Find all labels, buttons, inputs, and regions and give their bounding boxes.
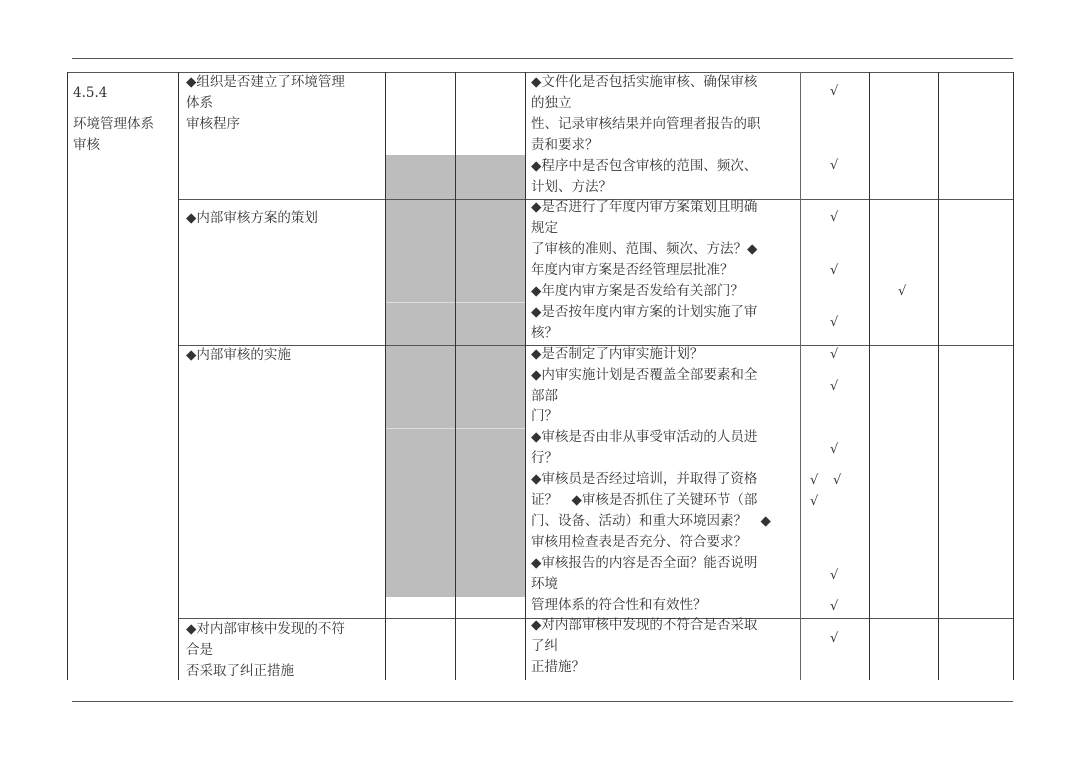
check-item-text: ◆是否制定了内审实施计划？ — [531, 345, 704, 362]
check-item-text: 行？ — [531, 450, 558, 467]
col-divider — [800, 72, 801, 680]
check-mark: √ — [830, 158, 839, 173]
item-text: ◆内部审核方案的策划 — [186, 210, 318, 226]
item-text: 否采取了纠正措施 — [186, 663, 294, 679]
check-item-text: 责和要求？ — [531, 136, 599, 153]
item-text: ◆组织是否建立了环境管理 — [186, 74, 345, 90]
check-mark: √ — [833, 473, 842, 488]
check-item-text: 规定 — [531, 220, 558, 237]
check-item-text: ◆是否按年度内审方案的计划实施了审 — [531, 303, 758, 320]
check-item-text: 审核用检查表是否充分、符合要求？ — [531, 533, 747, 550]
check-item-text: 的独立 — [531, 94, 572, 111]
clause-title: 环境管理体系 — [73, 116, 154, 132]
check-item-text: ◆文件化是否包括实施审核、确保审核 — [531, 74, 758, 90]
col-divider — [385, 72, 386, 680]
check-item-text: 性、记录审核结果并向管理者报告的职 — [531, 115, 761, 132]
check-mark: √ — [830, 347, 839, 362]
check-mark: √ — [830, 442, 839, 457]
check-item-text: 管理体系的符合性和有效性？ — [531, 596, 707, 613]
check-mark: √ — [830, 379, 839, 394]
check-item-text: 了纠 — [531, 638, 558, 655]
item-text: ◆内部审核的实施 — [186, 347, 291, 363]
check-mark: √ — [830, 631, 839, 646]
check-mark: √ — [830, 315, 839, 330]
clause-number: 4.5.4 — [73, 85, 108, 101]
col-divider — [455, 72, 456, 680]
check-mark: √ — [830, 84, 839, 99]
check-item-text: 门？ — [531, 408, 558, 425]
check-item-text: ◆审核报告的内容是否全面？能否说明 — [531, 554, 758, 571]
check-mark: √ — [810, 494, 819, 509]
footer-rule — [72, 701, 1013, 702]
check-mark: √ — [830, 210, 839, 225]
check-item-text: ◆审核员是否经过培训，并取得了资格 — [531, 471, 758, 488]
col-divider — [178, 72, 179, 680]
item-text: 审核程序 — [186, 116, 240, 132]
check-mark: √ — [810, 473, 819, 488]
check-item-text: 部部 — [531, 387, 558, 404]
item-text: ◆对内部审核中发现的不符 — [186, 621, 345, 637]
check-item-text: 核？ — [531, 324, 558, 341]
item-text: 合是 — [186, 642, 213, 658]
check-mark: √ — [898, 284, 907, 299]
clause-title: 审核 — [73, 137, 100, 153]
item-text: 体系 — [186, 95, 213, 111]
col-divider — [67, 72, 68, 680]
check-mark: √ — [830, 263, 839, 278]
check-item-text: 了审核的准则、范围、频次、方法？◆ — [531, 241, 758, 258]
check-mark: √ — [830, 599, 839, 614]
col-divider — [869, 72, 870, 680]
check-item-text: 计划、方法？ — [531, 178, 612, 195]
check-item-text: ◆对内部审核中发现的不符合是否采取 — [531, 617, 758, 634]
check-item-text: ◆年度内审方案是否发给有关部门？ — [531, 283, 744, 299]
check-item-text: ◆审核是否由非从事受审活动的人员进 — [531, 429, 758, 446]
col-divider — [525, 72, 526, 680]
check-item-text: 环境 — [531, 575, 558, 592]
col-divider — [1013, 72, 1014, 680]
check-item-text: ◆是否进行了年度内审方案策划且明确 — [531, 199, 758, 216]
check-item-text: 年度内审方案是否经管理层批准？ — [531, 262, 734, 279]
check-item-text: ◆内审实施计划是否覆盖全部要素和全 — [531, 366, 758, 383]
check-item-text: 门、设备、活动）和重大环境因素？ ◆ — [531, 512, 771, 529]
col-divider — [938, 72, 939, 680]
check-item-text: ◆程序中是否包含审核的范围、频次、 — [531, 157, 758, 174]
header-rule — [72, 58, 1013, 59]
check-mark: √ — [830, 568, 839, 583]
check-item-text: 证？ ◆审核是否抓住了关键环节（部 — [531, 492, 758, 508]
check-item-text: 正措施？ — [531, 659, 585, 676]
